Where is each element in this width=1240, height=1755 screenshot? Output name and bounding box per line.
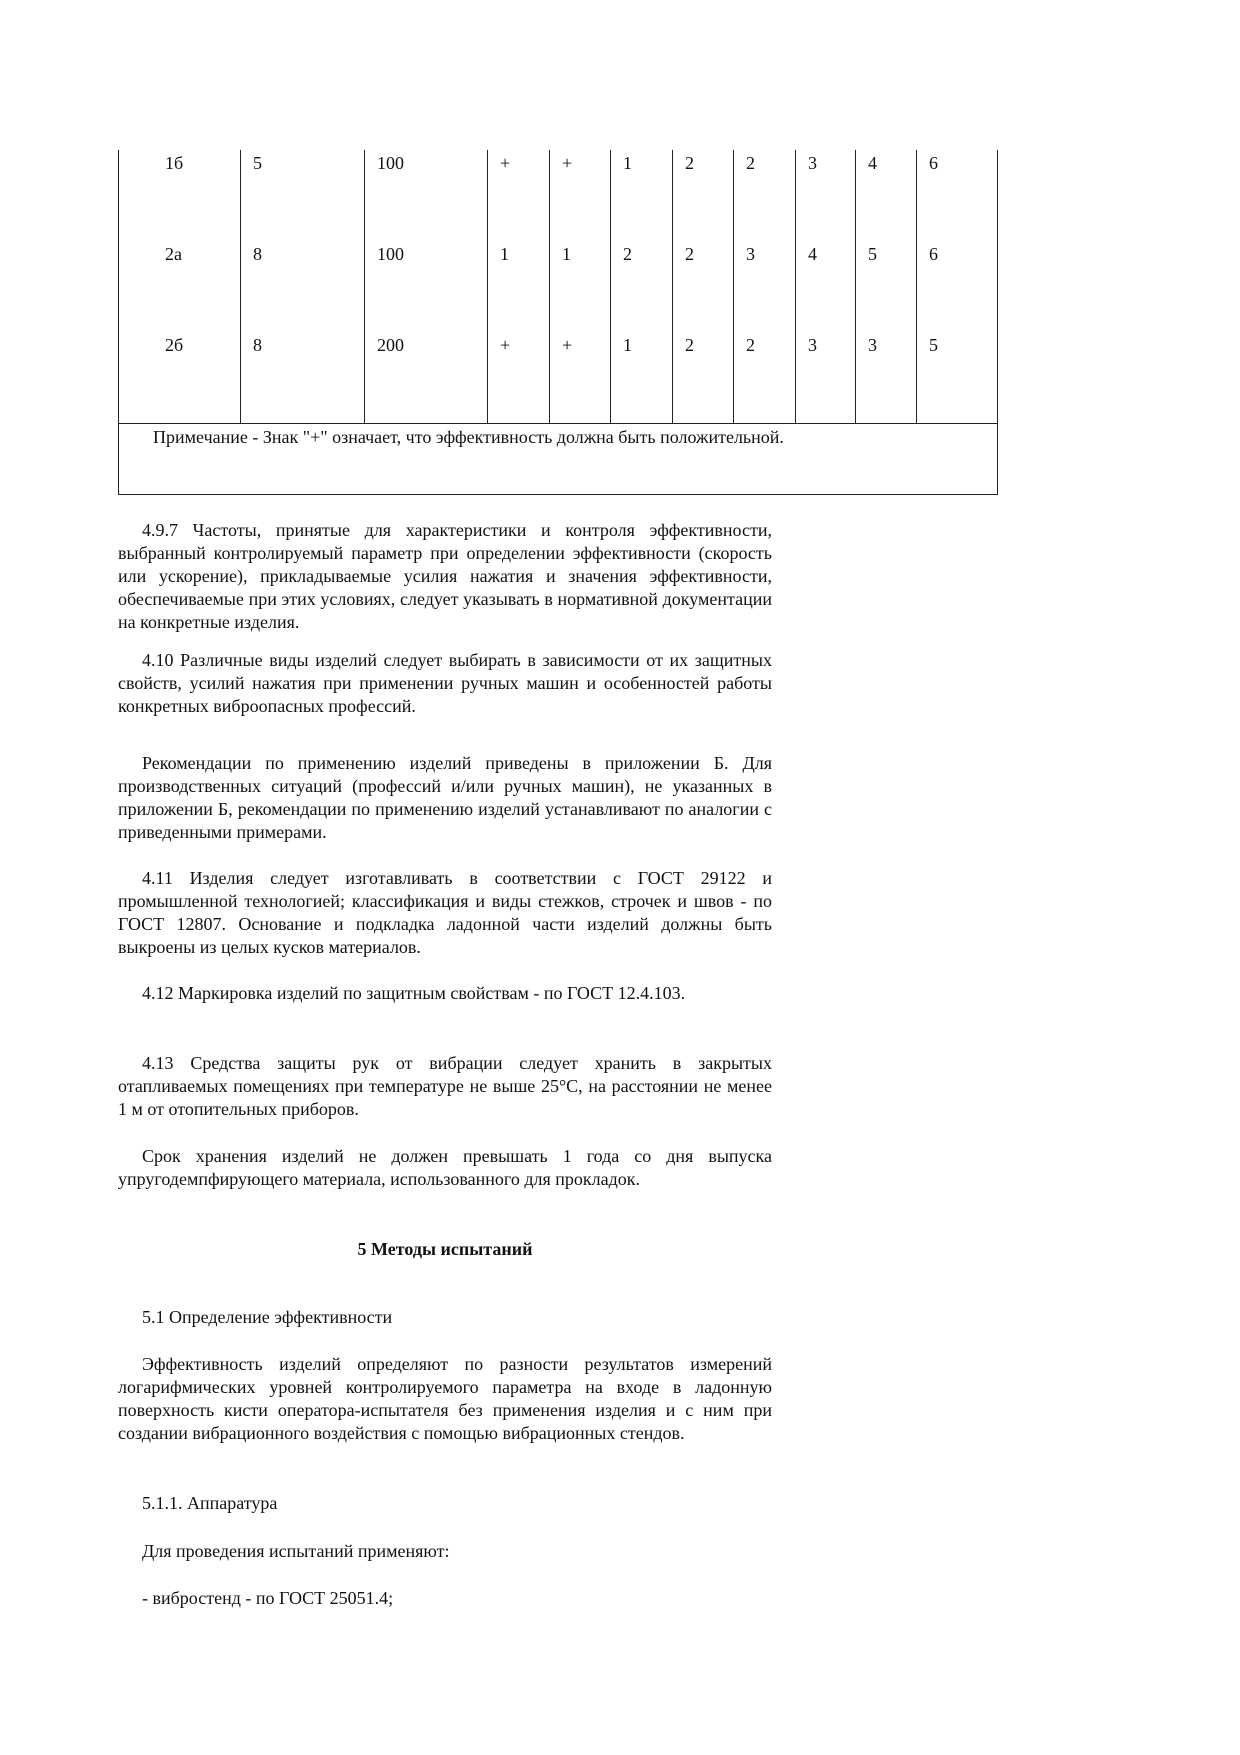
- table-row: [119, 332, 998, 423]
- paragraph-efficiency: Эффективность изделий определяют по разности результатов измерений логарифмических уровней контролируемого параметра на входе в ладонную поверхность кисти оператора-испытателя без применения изделия и с ним при создании вибрационного воздействия с помощью вибрационных стендов.: [118, 1354, 772, 1443]
- table-cell: 1: [488, 241, 550, 332]
- table-cell: 5: [917, 332, 998, 423]
- table-cell: 5: [241, 150, 365, 241]
- paragraph-4-9-7: 4.9.7 Частоты, принятые для характеристики и контроля эффективности, выбранный контролируемый параметр при определении эффективности (скорость или ускорение), прикладываемые усилия нажатия и значения эффективности, обеспечиваемые при этих условиях, следует указывать в нормативной документации на конкретные изделия.: [118, 520, 772, 632]
- table-cell: 8: [241, 332, 365, 423]
- table-cell: 1: [611, 150, 673, 241]
- table-cell: 6: [917, 241, 998, 332]
- table-cell: 2: [673, 332, 734, 423]
- table-cell: +: [488, 150, 550, 241]
- table-note: Примечание - Знак "+" означает, что эффективность должна быть положительной.: [119, 423, 998, 494]
- table-cell: 2: [611, 241, 673, 332]
- table-note-row: [119, 423, 998, 494]
- table-cell: 2: [673, 241, 734, 332]
- table-cell: 3: [856, 332, 917, 423]
- table-row: [119, 241, 998, 332]
- paragraph-storage: Срок хранения изделий не должен превышать 1 года со дня выпуска упругодемпфирующего материала, использованного для прокладок.: [118, 1146, 772, 1189]
- table-cell: 4: [796, 241, 856, 332]
- paragraph-5-1-1: 5.1.1. Аппаратура: [142, 1493, 278, 1513]
- table-cell: 1б: [119, 150, 241, 241]
- table-cell: 100: [365, 150, 488, 241]
- table-cell: 3: [734, 241, 796, 332]
- paragraph-4-10: 4.10 Различные виды изделий следует выбирать в зависимости от их защитных свойств, усилий нажатия при применении ручных машин и особенностей работы конкретных виброопасных профессий.: [118, 650, 772, 716]
- table-cell: 100: [365, 241, 488, 332]
- table-cell: 5: [856, 241, 917, 332]
- paragraph-4-11: 4.11 Изделия следует изготавливать в соответствии с ГОСТ 29122 и промышленной технологией; классификация и виды стежков, строчек и швов - по ГОСТ 12807. Основание и подкладка ладонной части изделий должны быть выкроены из целых кусков материалов.: [118, 868, 772, 957]
- paragraph-apparatus-intro: Для проведения испытаний применяют:: [142, 1541, 450, 1561]
- paragraph-4-12: 4.12 Маркировка изделий по защитным свойствам - по ГОСТ 12.4.103.: [142, 983, 686, 1003]
- table-cell: 2: [734, 332, 796, 423]
- table-cell: 4: [856, 150, 917, 241]
- table-cell: 6: [917, 150, 998, 241]
- section-heading: 5 Методы испытаний: [357, 1239, 533, 1259]
- table-cell: 3: [796, 150, 856, 241]
- table-cell: +: [550, 332, 611, 423]
- table-cell: 2а: [119, 241, 241, 332]
- paragraph-5-1: 5.1 Определение эффективности: [142, 1307, 393, 1327]
- list-item-vibrostand: - вибростенд - по ГОСТ 25051.4;: [142, 1588, 394, 1608]
- table-cell: 1: [611, 332, 673, 423]
- table-cell: 2: [673, 150, 734, 241]
- paragraph-recommendations: Рекомендации по применению изделий приведены в приложении Б. Для производственных ситуаций (профессий и/или ручных машин), не указанных в приложении Б, рекомендации по применению изделий устанавливают по аналогии с приведенными примерами.: [118, 753, 772, 842]
- efficiency-table: [118, 150, 998, 495]
- table-cell: +: [488, 332, 550, 423]
- table-cell: +: [550, 150, 611, 241]
- table-row: [119, 150, 998, 241]
- table-cell: 2: [734, 150, 796, 241]
- table-cell: 2б: [119, 332, 241, 423]
- table-cell: 200: [365, 332, 488, 423]
- table-cell: 3: [796, 332, 856, 423]
- table-cell: 1: [550, 241, 611, 332]
- table-cell: 8: [241, 241, 365, 332]
- paragraph-4-13: 4.13 Средства защиты рук от вибрации следует хранить в закрытых отапливаемых помещениях при температуре не выше 25°С, на расстоянии не менее 1 м от отопительных приборов.: [118, 1053, 772, 1119]
